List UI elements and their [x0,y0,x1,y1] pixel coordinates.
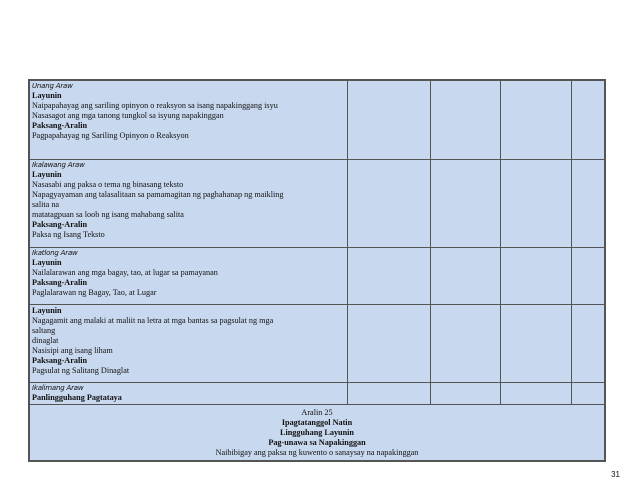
paksa-heading: Paksang-Aralin [32,356,88,365]
aralin-number: Aralin 25 [301,408,333,417]
layunin-heading: Layunin [32,91,62,100]
empty-cell [572,81,605,160]
page-number: 31 [611,470,620,479]
empty-cell [431,383,501,405]
layunin-line: dinaglat [32,336,59,345]
empty-cell [501,160,572,248]
empty-cell [572,248,605,305]
day-label: Ikatlong Araw [32,249,78,257]
day-label: Unang Araw [32,82,73,90]
lesson-plan-table [28,79,606,462]
layunin-heading: Layunin [32,170,62,179]
table-row [30,305,605,383]
day-label: Ikalawang Araw [32,161,85,169]
pag-unawa-heading: Pag-unawa sa Napakinggan [268,438,366,447]
empty-cell [348,81,431,160]
empty-cell [348,383,431,405]
paksa-text: Paglalarawan ng Bagay, Tao, at Lugar [32,288,157,297]
layunin-line: Nailalarawan ang mga bagay, tao, at lugar sa pamayanan [32,268,218,277]
row-content-cell [30,248,348,305]
empty-cell [348,160,431,248]
empty-cell [501,305,572,383]
empty-cell [501,81,572,160]
layunin-heading: Layunin [32,258,62,267]
layunin-line: Nasasagot ang mga tanong tungkol sa isyung napakinggan [32,111,224,120]
row-content-cell [30,160,348,248]
row-content-cell [30,383,348,405]
layunin-line: Nasisipi ang isang liham [32,346,113,355]
layunin-heading: Layunin [32,306,62,315]
layunin-line: salita na [32,200,60,209]
empty-cell [572,305,605,383]
aralin-footer-row [30,405,605,461]
empty-cell [572,383,605,405]
aralin-footer-cell [30,405,605,461]
empty-cell [501,248,572,305]
layunin-line: saltang [32,326,56,335]
empty-cell [501,383,572,405]
empty-cell [431,160,501,248]
paksa-heading: Paksang-Aralin [32,121,88,130]
table-row [30,383,605,405]
layunin-line: Nasasabi ang paksa o tema ng binasang teksto [32,180,184,189]
table-row [30,160,605,248]
layunin-line: Naipapahayag ang sariling opinyon o reaksyon sa isang napakinggang isyu [32,101,278,110]
pagtataya-heading: Panlingguhang Pagtataya [32,393,122,402]
table-row [30,248,605,305]
paksa-text: Pagsulat ng Salitang Dinaglat [32,366,130,375]
aralin-title: Ipagtatanggol Natin [281,418,353,427]
layunin-line: Nagagamit ang malaki at maliit na letra at mga bantas sa pagsulat ng mga [32,316,274,325]
paksa-text: Paksa ng Isang Teksto [32,230,105,239]
empty-cell [431,305,501,383]
lingguhang-layunin-heading: Lingguhang Layunin [280,428,354,437]
empty-cell [431,81,501,160]
empty-cell [572,160,605,248]
empty-cell [348,305,431,383]
pag-unawa-detail: Naibibigay ang paksa ng kuwento o sanaysay na napakinggan [215,448,419,457]
paksa-heading: Paksang-Aralin [32,220,88,229]
empty-cell [431,248,501,305]
paksa-heading: Paksang-Aralin [32,278,88,287]
layunin-line: Napagyayaman ang talasalitaan sa pamamagitan ng paghahanap ng maikling [32,190,284,199]
day-label: Ikalimang Araw [32,384,84,392]
row-content-cell [30,305,348,383]
table-row [30,81,605,160]
empty-cell [348,248,431,305]
layunin-line: matatagpuan sa loob ng isang mahabang salita [32,210,184,219]
paksa-text: Pagpapahayag ng Sariling Opinyon o Reaksyon [32,131,189,140]
row-content-cell [30,81,348,160]
